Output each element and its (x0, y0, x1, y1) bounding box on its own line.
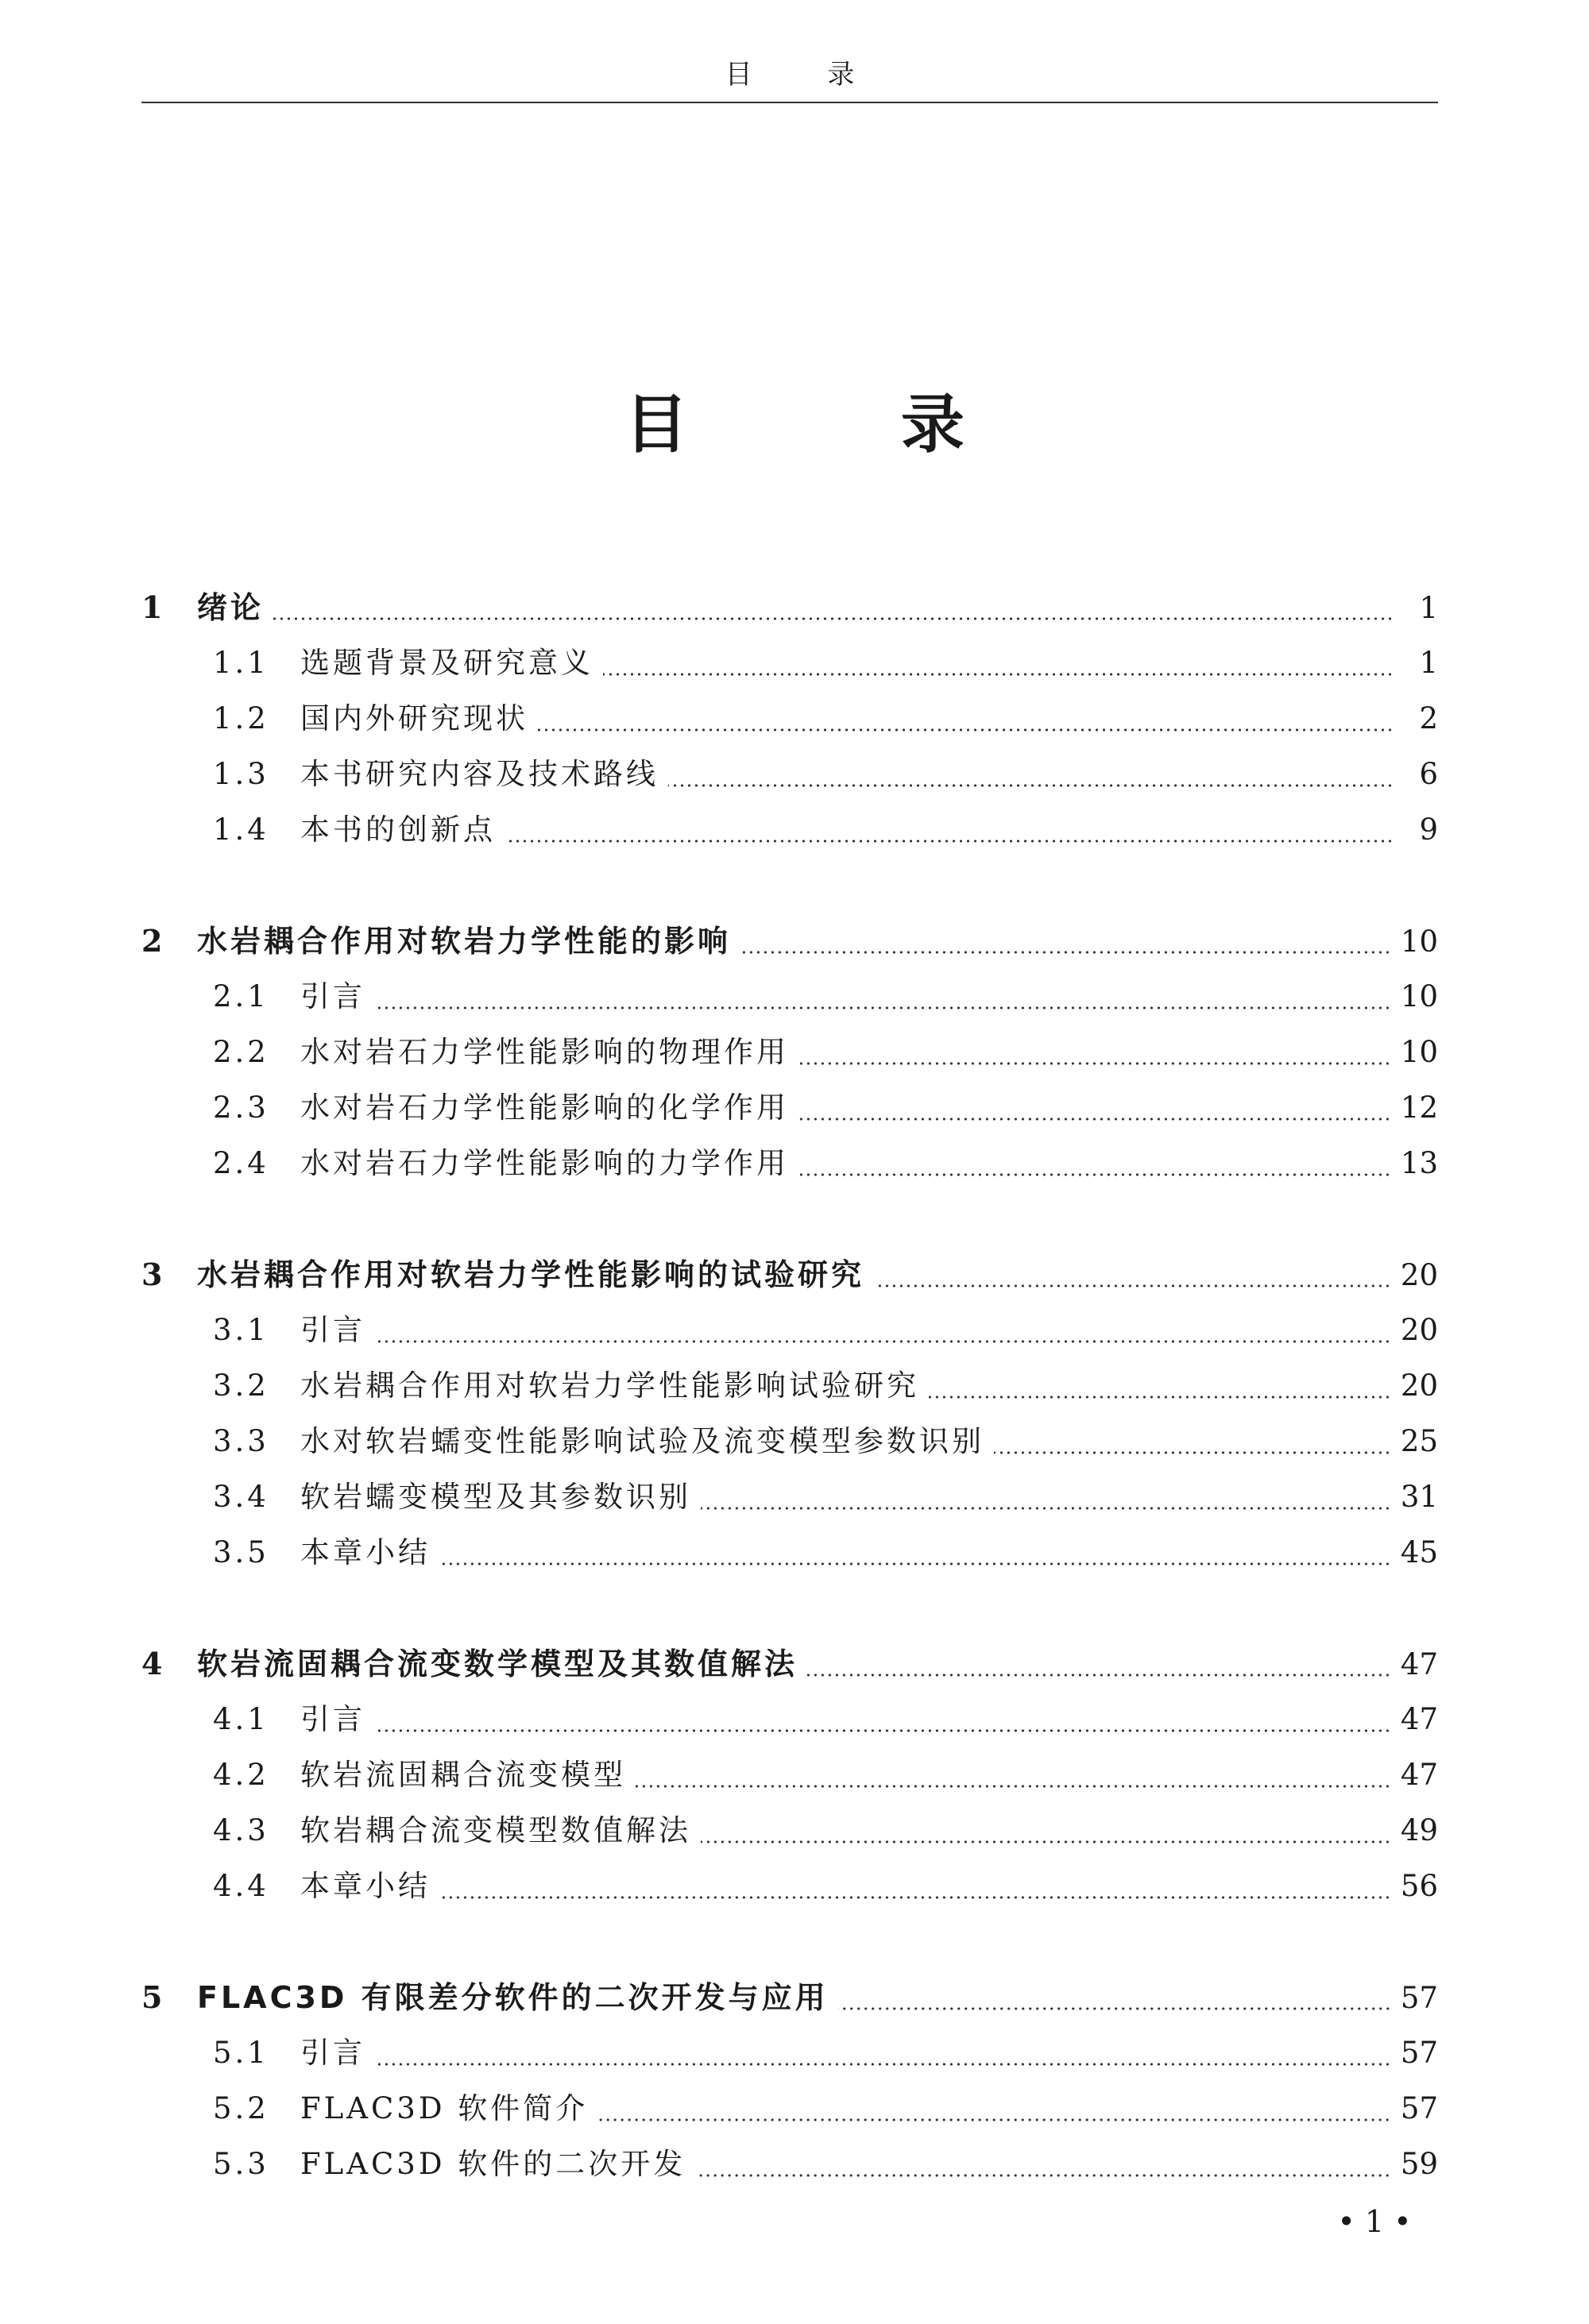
toc-title: 本章小结 (300, 1535, 431, 1569)
toc-title: 水岩耦合作用对软岩力学性能影响试验研究 (300, 1369, 919, 1403)
toc-section-entry[interactable] (141, 2025, 1438, 2081)
dot-leader (994, 1451, 1391, 1454)
toc-number: 1.2 (213, 701, 269, 735)
toc-page-number: 1 (1419, 591, 1438, 625)
toc-title: 本书的创新点 (300, 813, 496, 847)
toc-title: FLAC3D 软件简介 (300, 2091, 589, 2125)
toc-chapter-entry[interactable] (141, 1970, 1438, 2025)
toc-title: 水对软岩蠕变性能影响试验及流变模型参数识别 (300, 1424, 984, 1458)
dot-leader (538, 728, 1394, 732)
toc-number: 2 (141, 923, 163, 959)
toc-number: 5 (141, 1979, 163, 2015)
toc-number: 4.1 (213, 1702, 269, 1736)
toc-page-number: 45 (1400, 1535, 1438, 1569)
toc-page-number: 13 (1400, 1146, 1438, 1180)
dot-leader (807, 1674, 1391, 1677)
toc-title: 软岩耦合流变模型数值解法 (300, 1813, 691, 1847)
toc-page-number: 59 (1400, 2147, 1438, 2181)
dot-leader (701, 1840, 1391, 1843)
toc-title: 软岩流固耦合流变数学模型及其数值解法 (197, 1646, 798, 1681)
toc-title: 水对岩石力学性能影响的物理作用 (300, 1035, 789, 1069)
toc-title: 国内外研究现状 (300, 701, 528, 735)
toc-section-entry[interactable] (141, 2137, 1438, 2192)
toc-title: 引言 (300, 979, 365, 1013)
page-title: 目 录 (624, 388, 1060, 461)
toc-title: 引言 (300, 2036, 365, 2070)
toc-number: 4 (141, 1646, 163, 1681)
toc-number: 3.2 (213, 1369, 269, 1403)
toc-page-number: 10 (1400, 1035, 1438, 1069)
toc-title: FLAC3D 软件的二次开发 (300, 2147, 686, 2181)
toc-number: 3.5 (213, 1535, 269, 1569)
toc-chapter (141, 580, 1438, 858)
toc-section-entry[interactable] (141, 1080, 1438, 1136)
toc-title: 引言 (300, 1313, 365, 1347)
toc-number: 1.1 (213, 646, 269, 680)
dot-leader (440, 1562, 1391, 1565)
toc-page-number: 20 (1400, 1313, 1438, 1347)
toc-chapter-entry[interactable] (141, 1247, 1438, 1303)
toc-page-number: 47 (1400, 1702, 1438, 1736)
toc-page-number: 25 (1400, 1424, 1438, 1458)
dot-leader (505, 840, 1394, 843)
toc-title: 水岩耦合作用对软岩力学性能的影响 (197, 924, 732, 959)
toc-page-number: 12 (1400, 1091, 1438, 1125)
toc-chapter (141, 1970, 1438, 2192)
toc-chapter-entry[interactable] (141, 1636, 1438, 1692)
toc-chapter (141, 913, 1438, 1191)
toc-section-entry[interactable] (141, 802, 1438, 858)
toc-title: 引言 (300, 1702, 365, 1736)
toc-chapter (141, 1636, 1438, 1914)
dot-leader (695, 2174, 1391, 2177)
toc-title: 软岩流固耦合流变模型 (300, 1758, 626, 1792)
toc-page-number: 20 (1400, 1258, 1438, 1292)
table-of-contents (141, 580, 1438, 2248)
toc-section-entry[interactable] (141, 691, 1438, 747)
toc-number: 5.2 (213, 2091, 269, 2125)
toc-number: 3.3 (213, 1424, 269, 1458)
toc-page-number: 49 (1400, 1813, 1438, 1847)
toc-number: 4.3 (213, 1813, 269, 1847)
toc-page-number: 9 (1419, 813, 1438, 847)
toc-title: 软岩蠕变模型及其参数识别 (300, 1480, 691, 1514)
toc-page-number: 56 (1400, 1869, 1438, 1903)
toc-chapter (141, 1247, 1438, 1581)
toc-number: 5.3 (213, 2147, 269, 2181)
toc-page-number: 10 (1400, 979, 1438, 1013)
running-header (141, 48, 1438, 103)
toc-section-entry[interactable] (141, 1358, 1438, 1414)
toc-page-number: 57 (1400, 1981, 1438, 2015)
toc-chapter-entry[interactable] (141, 913, 1438, 969)
dot-leader (273, 617, 1394, 620)
toc-number: 1.4 (213, 813, 269, 847)
toc-page-number: 57 (1400, 2036, 1438, 2070)
toc-section-entry[interactable] (141, 635, 1438, 691)
toc-section-entry[interactable] (141, 969, 1438, 1025)
toc-section-entry[interactable] (141, 1525, 1438, 1581)
toc-page-number: 31 (1400, 1480, 1438, 1514)
dot-leader (603, 673, 1394, 676)
toc-number: 1.3 (213, 757, 269, 791)
dot-leader (798, 1118, 1391, 1121)
toc-number: 4.2 (213, 1758, 269, 1792)
toc-page-number: 6 (1419, 757, 1438, 791)
toc-number: 5.1 (213, 2036, 269, 2070)
toc-section-entry[interactable] (141, 1859, 1438, 1914)
page-number: • 1 • (1337, 2204, 1412, 2239)
toc-chapter-entry[interactable] (141, 580, 1438, 635)
toc-section-entry[interactable] (141, 747, 1438, 802)
toc-title: 绪论 (197, 590, 265, 625)
toc-title: 水岩耦合作用对软岩力学性能影响的试验研究 (197, 1257, 865, 1292)
toc-section-entry[interactable] (141, 1303, 1438, 1358)
toc-page-number: 47 (1400, 1758, 1438, 1792)
toc-title: 本书研究内容及技术路线 (300, 757, 659, 791)
toc-number: 3.4 (213, 1480, 269, 1514)
toc-number: 3.1 (213, 1313, 269, 1347)
dot-leader (597, 2118, 1391, 2121)
toc-title: FLAC3D 有限差分软件的二次开发与应用 (197, 1980, 829, 2015)
toc-title: 水对岩石力学性能影响的化学作用 (300, 1091, 789, 1125)
dot-leader (929, 1396, 1391, 1399)
toc-page-number: 10 (1400, 925, 1438, 959)
dot-leader (375, 1729, 1391, 1732)
toc-section-entry[interactable] (141, 1692, 1438, 1747)
toc-page-number: 1 (1419, 646, 1438, 680)
toc-title: 本章小结 (300, 1869, 431, 1903)
dot-leader (375, 1340, 1391, 1343)
toc-section-entry[interactable] (141, 1136, 1438, 1191)
toc-title: 选题背景及研究意义 (300, 646, 593, 680)
toc-number: 3 (141, 1257, 163, 1292)
toc-number: 1 (141, 589, 163, 625)
toc-section-entry[interactable] (141, 1414, 1438, 1469)
dot-leader (668, 784, 1394, 787)
dot-leader (440, 1896, 1391, 1899)
toc-section-entry[interactable] (141, 1747, 1438, 1803)
dot-leader (636, 1785, 1391, 1788)
running-header-title: 目 录 (725, 59, 888, 91)
toc-page-number: 47 (1400, 1647, 1438, 1681)
toc-section-entry[interactable] (141, 1469, 1438, 1525)
dot-leader (838, 2007, 1391, 2010)
toc-section-entry[interactable] (141, 1803, 1438, 1859)
dot-leader (375, 2063, 1391, 2066)
dot-leader (798, 1173, 1391, 1176)
toc-section-entry[interactable] (141, 1025, 1438, 1080)
toc-page-number: 57 (1400, 2091, 1438, 2125)
toc-page-number: 20 (1400, 1369, 1438, 1403)
dot-leader (798, 1062, 1391, 1065)
toc-title: 水对岩石力学性能影响的力学作用 (300, 1146, 789, 1180)
toc-number: 2.1 (213, 979, 269, 1013)
dot-leader (740, 951, 1391, 954)
dot-leader (701, 1507, 1391, 1510)
toc-number: 2.3 (213, 1091, 269, 1125)
dot-leader (375, 1006, 1391, 1010)
toc-number: 4.4 (213, 1869, 269, 1903)
dot-leader (874, 1284, 1391, 1287)
toc-page-number: 2 (1419, 701, 1438, 735)
toc-number: 2.2 (213, 1035, 269, 1069)
toc-section-entry[interactable] (141, 2081, 1438, 2137)
toc-number: 2.4 (213, 1146, 269, 1180)
